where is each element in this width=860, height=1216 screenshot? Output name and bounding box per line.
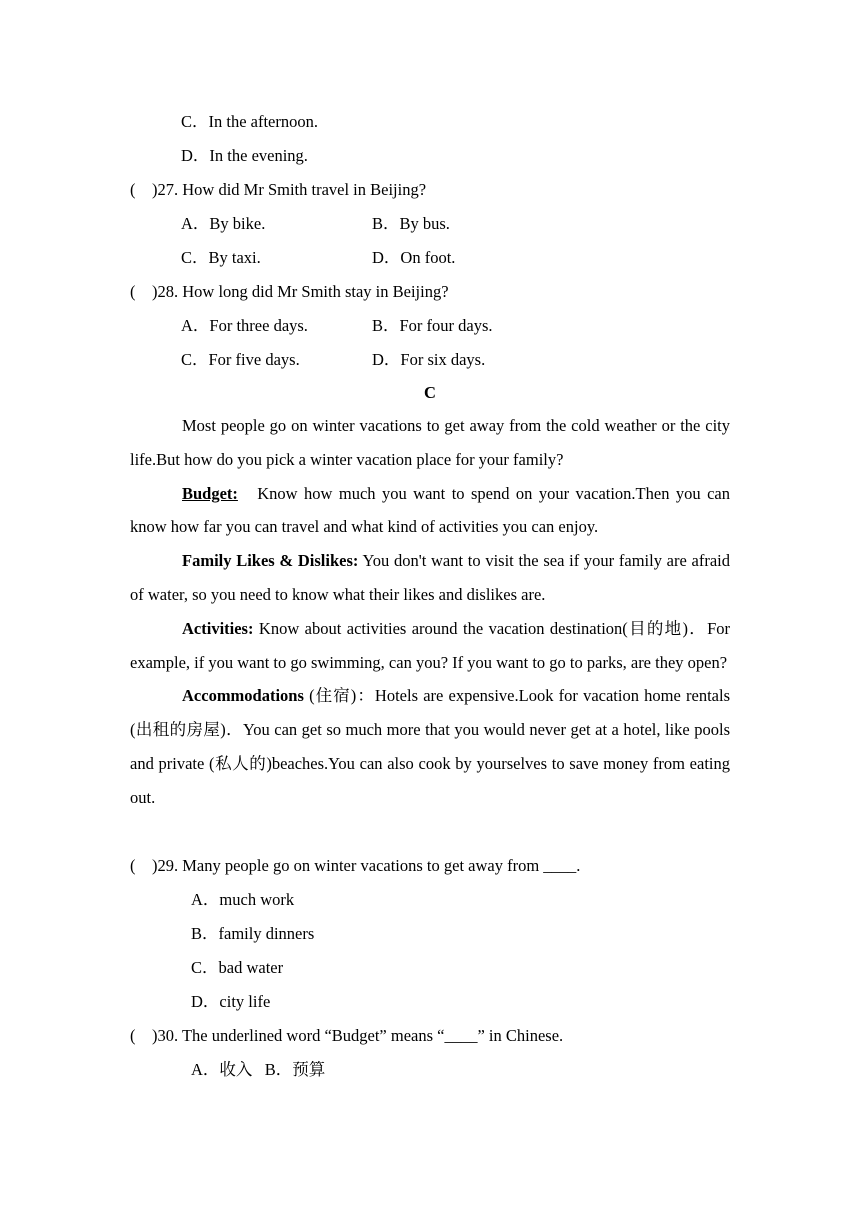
family-label: Family Likes & Dislikes: xyxy=(182,551,359,571)
q29-stem: ( )29. Many people go on winter vacations to get away from ____. xyxy=(130,856,581,875)
activities-label: Activities: xyxy=(182,618,254,638)
q27-option-d: D．On foot. xyxy=(372,248,456,267)
budget-label: Budget: xyxy=(182,483,238,503)
q29-option-c: C．bad water xyxy=(191,958,284,977)
q30-options: A．收入 B．预算 xyxy=(191,1060,326,1079)
q27-option-a: A．By bike. xyxy=(181,214,266,233)
budget-text: Know how much you want to spend on your vacation.Then you can know how far you can travel and what kind of activities you can enjoy. xyxy=(130,483,730,537)
accommodations-text: (住宿)：Hotels are expensive.Look for vacation home rentals (出租的房屋)．You can get so much more that you would never get at a hotel, like pools and private (私人的)beaches.You can also cook by yourselves to save money from eating out. xyxy=(130,686,730,807)
q28-option-a: A．For three days. xyxy=(181,316,308,335)
activities-text: Know about activities around the vacation destination(目的地)．For example, if you want to go swimming, can you? If you want to go to parks, are they open? xyxy=(130,618,730,672)
family-paragraph xyxy=(130,544,730,612)
passage-intro: Most people go on winter vacations to get away from the cold weather or the city life.But how do you pick a winter vacation place for your family? xyxy=(130,416,730,469)
q29-option-d: D．city life xyxy=(191,992,271,1011)
passage-heading: C xyxy=(424,383,436,402)
q27-stem: ( )27. How did Mr Smith travel in Beijing? xyxy=(130,180,427,199)
budget-paragraph xyxy=(130,477,730,545)
activities-paragraph xyxy=(130,612,730,680)
q29-option-a: A．much work xyxy=(191,890,295,909)
q29-option-b: B．family dinners xyxy=(191,924,315,943)
q28-stem: ( )28. How long did Mr Smith stay in Beijing? xyxy=(130,282,449,301)
q28-option-c: C．For five days. xyxy=(181,350,300,369)
accommodations-label: Accommodations xyxy=(182,686,304,706)
q27-option-c: C．By taxi. xyxy=(181,248,261,267)
family-text: You don't want to visit the sea if your family are afraid of water, so you need to know what their likes and dislikes are. xyxy=(130,551,730,604)
q26-option-d: D．In the evening. xyxy=(181,146,308,165)
passage-body xyxy=(130,409,730,815)
q26-option-c: C．In the afternoon. xyxy=(181,112,319,131)
q27-option-b: B．By bus. xyxy=(372,214,450,233)
q28-option-b: B．For four days. xyxy=(372,316,493,335)
q28-option-d: D．For six days. xyxy=(372,350,486,369)
accommodations-paragraph xyxy=(130,679,730,814)
q30-stem: ( )30. The underlined word “Budget” means “____” in Chinese. xyxy=(130,1026,564,1045)
